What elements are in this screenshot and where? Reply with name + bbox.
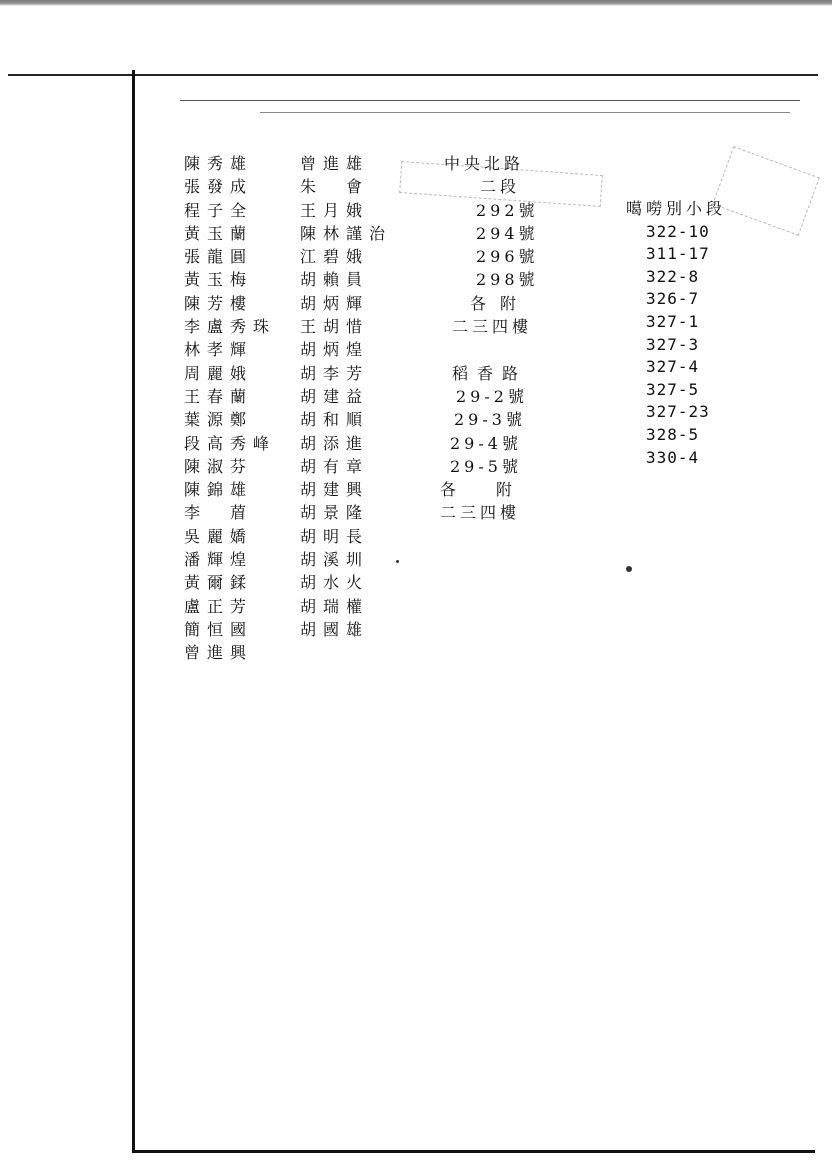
name-entry: 周麗娥 — [184, 363, 254, 383]
name-entry: 胡炳煌 — [300, 340, 370, 360]
address-line: 二段 — [480, 177, 521, 197]
address-line: 二三四樓 — [452, 317, 533, 337]
scan-edge — [0, 0, 832, 6]
name-entry: 陳秀雄 — [184, 154, 254, 173]
name-entry: 陳林謹治 — [300, 223, 393, 243]
address-line: 298號 — [476, 270, 539, 290]
name-entry: 段高秀峰 — [184, 433, 277, 453]
address-line: 中央北路 — [444, 154, 525, 173]
name-entry: 程子全 — [184, 200, 254, 220]
name-entry: 張發成 — [184, 177, 254, 197]
name-entry: 陳錦雄 — [184, 480, 254, 500]
name-entry: 潘輝煌 — [184, 550, 254, 570]
parcel-code-column — [626, 198, 776, 469]
name-entry: 胡建益 — [300, 386, 370, 406]
name-entry: 胡溪圳 — [300, 550, 370, 570]
address-line: 各附 — [440, 480, 553, 500]
name-entry: 黃玉蘭 — [184, 223, 254, 243]
parcel-code: 322-10 — [646, 221, 710, 241]
address-line: 296號 — [476, 247, 539, 267]
parcel-section-title: 噶嘮別小段 — [626, 199, 727, 218]
name-entry: 胡李芳 — [300, 363, 370, 383]
parcel-code: 327-1 — [646, 311, 700, 331]
name-entry: 胡國雄 — [300, 619, 370, 639]
address-column — [436, 152, 576, 525]
name-entry: 王春蘭 — [184, 386, 254, 406]
name-entry: 李盧秀珠 — [184, 317, 277, 337]
name-entry: 胡炳輝 — [300, 293, 370, 313]
parcel-code: 311-17 — [646, 244, 710, 264]
parcel-code: 326-7 — [646, 289, 700, 309]
address-line: 29-2號 — [456, 386, 528, 406]
name-entry: 黃玉梅 — [184, 270, 254, 290]
name-entry: 張龍圓 — [184, 247, 254, 267]
address-line: 29-5號 — [450, 456, 522, 476]
name-entry: 江碧娥 — [300, 247, 370, 267]
name-entry: 王胡惜 — [300, 317, 370, 337]
address-line: 29-4號 — [450, 433, 522, 453]
address-gap — [436, 338, 576, 361]
address-line: 294號 — [476, 223, 539, 243]
name-entry: 林孝輝 — [184, 340, 254, 360]
parcel-code: 327-4 — [646, 357, 700, 377]
address-line: 二三四樓 — [440, 503, 521, 523]
parcel-code: 327-3 — [646, 334, 700, 354]
name-entry: 胡賴員 — [300, 270, 370, 290]
name-entry: 胡水火 — [300, 573, 370, 593]
name-entry: 胡和順 — [300, 410, 370, 430]
name-entry: 簡恒國 — [184, 619, 254, 639]
name-entry: 胡添進 — [300, 433, 370, 453]
name-entry: 吳麗嬌 — [184, 526, 254, 546]
name-entry: 胡明長 — [300, 526, 370, 546]
parcel-code: 330-4 — [646, 447, 700, 467]
name-entry: 胡建興 — [300, 480, 370, 500]
speck — [626, 566, 632, 572]
name-entry: 陳芳樓 — [184, 293, 254, 313]
address-line: 292號 — [476, 200, 539, 220]
name-entry: 李 葿 — [184, 503, 254, 523]
parcel-code: 328-5 — [646, 424, 700, 444]
name-column-right — [300, 152, 410, 641]
name-entry: 葉源鄭 — [184, 410, 254, 430]
name-entry: 胡有章 — [300, 456, 370, 476]
name-entry: 曾進興 — [184, 643, 254, 663]
name-entry: 朱 會 — [300, 177, 370, 197]
name-entry: 盧正芳 — [184, 596, 254, 616]
parcel-code: 327-5 — [646, 379, 700, 399]
parcel-code: 327-23 — [646, 402, 710, 422]
parcel-code: 322-8 — [646, 266, 700, 286]
name-entry: 王月娥 — [300, 200, 370, 220]
name-entry: 陳淑芬 — [184, 456, 254, 476]
address-line: 29-3號 — [454, 410, 526, 430]
address-line: 稻香路 — [452, 363, 528, 383]
name-entry: 黃爾鍒 — [184, 573, 254, 593]
address-line: 各附 — [470, 293, 531, 313]
name-entry: 胡瑞權 — [300, 596, 370, 616]
name-entry: 曾進雄 — [300, 154, 370, 173]
name-entry: 胡景隆 — [300, 503, 370, 523]
name-column-left — [184, 152, 294, 665]
